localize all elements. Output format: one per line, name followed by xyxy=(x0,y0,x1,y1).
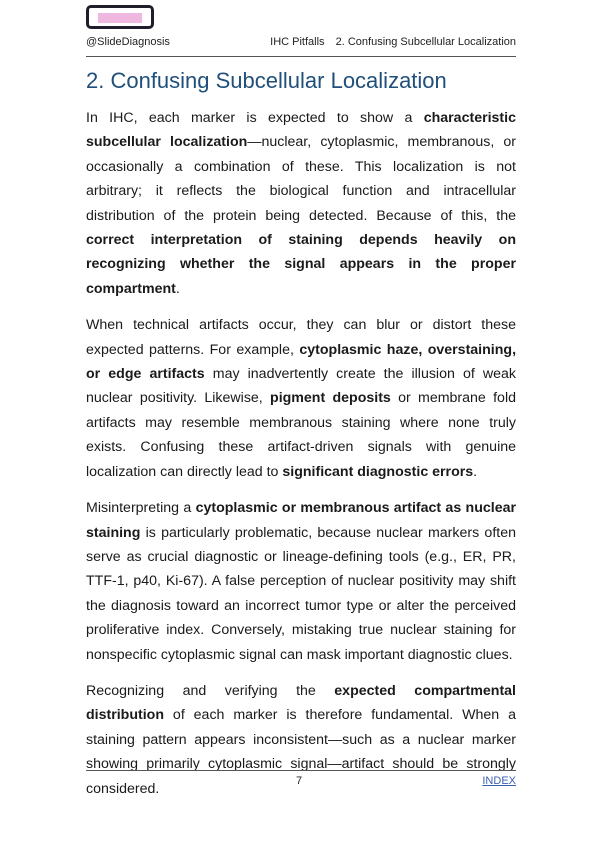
header-right xyxy=(270,36,516,48)
text-run: Misinterpreting a xyxy=(86,500,196,517)
header-series: IHC Pitfalls xyxy=(270,36,325,48)
footer-divider xyxy=(86,770,516,771)
bold-text-run: cytoplasmic or membranous artifact as nuclear staining xyxy=(86,500,516,541)
text-run: When technical artifacts occur, they can blur or distort these expected patterns. For example, xyxy=(86,317,516,358)
paragraph xyxy=(86,106,516,301)
header-divider xyxy=(86,56,516,57)
body-content xyxy=(86,106,516,813)
text-run: is particularly problematic, because nuclear markers often serve as crucial diagnostic or lineage-defining tools (e.g., ER, PR, TTF-1, p40, Ki-67). A false perception of nuclear positivity may shift the diagnosis toward an incorrect tumor type or alter the perceived proliferative index. Conversely, mistaking true nuclear staining for nonspecific cytoplasmic signal can mask important diagnostic clues. xyxy=(86,524,516,663)
logo-fill xyxy=(98,13,142,23)
page-header xyxy=(86,36,516,52)
text-run: In IHC, each marker is expected to show a xyxy=(86,110,424,126)
bold-text-run: cytoplasmic haze, overstaining, or edge artifacts xyxy=(86,341,517,383)
header-handle: @SlideDiagnosis xyxy=(86,36,170,48)
page-title: 2. Confusing Subcellular Localization xyxy=(86,68,447,93)
text-run: . xyxy=(175,280,180,297)
bold-text-run: pigment deposits xyxy=(270,390,391,407)
text-run: . xyxy=(473,463,478,480)
header-section: 2. Confusing Subcellular Localization xyxy=(335,36,516,48)
bold-text-run: correct interpretation of staining depends heavily on recognizing whether the signal appears in the proper compartment xyxy=(86,232,516,297)
logo xyxy=(86,5,154,29)
text-run: —nuclear, cytoplasmic, membranous, or occasionally a combination of these. This localization is not arbitrary; it reflects the biological function and intracellular distribution of the protein being detected. Because of this, the xyxy=(86,134,517,224)
index-link[interactable]: INDEX xyxy=(482,775,516,787)
text-run: Recognizing and verifying the xyxy=(86,682,335,699)
text-run: may inadvertently create the illusion of weak nuclear positivity. Likewise, xyxy=(86,366,516,407)
bold-text-run: expected compartmental distribution xyxy=(86,682,517,724)
bold-text-run: significant diagnostic errors xyxy=(282,463,474,480)
paragraph xyxy=(86,313,516,484)
text-run: or membrane fold artifacts may resemble membranous staining where none truly exists. Confusing these artifact-driven signals with genuine localization can directly lead to xyxy=(86,390,516,480)
bold-text-run: characteristic subcellular localization xyxy=(86,110,516,151)
text-run: of each marker is therefore fundamental. When a staining pattern appears inconsistent—such as a nuclear marker showing primarily cytoplasmic signal—artifact should be strongly considered. xyxy=(86,707,516,797)
paragraph xyxy=(86,496,516,667)
page-number: 7 xyxy=(296,775,303,787)
